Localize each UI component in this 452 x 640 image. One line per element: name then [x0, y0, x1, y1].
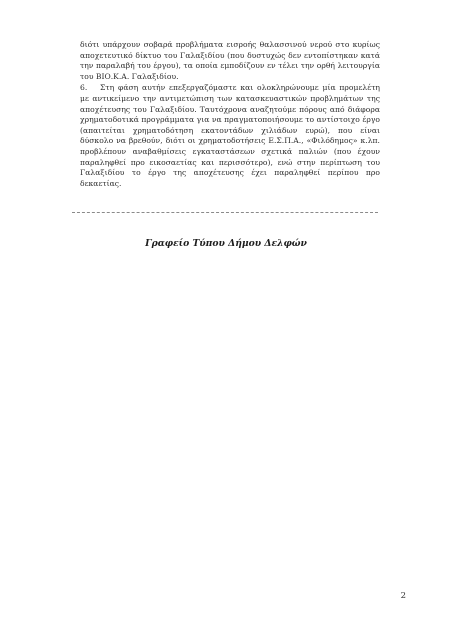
item-text: Στη φάση αυτήν επεξεργαζόμαστε και ολοκληρώνουμε μία προμελέτη με αντικείμενο την αντιμετώπιση των κατασκευαστικών προβλημάτων της αποχέτευσης του Γαλαξιδίου. Ταυτόχρονα αναζητούμε πόρους από διάφορα χρηματοδοτικά προγράμματα για να πραγματοποιήσουμε το αντίστοιχο έργο (απαιτείται χρηματοδότηση εκατοντάδων χιλιάδων ευρώ), που είναι δύσκολο να βρεθούν, διότι οι χρηματοδοτήσεις Ε.Σ.Π.Α., «Φιλόδημος» κ.λπ. προβλέπουν αναβαθμίσεις εγκαταστάσεων σχετικά παλιών (που έχουν παραληφθεί προ εικοσαετίας και περισσότερο), ενώ στην περίπτωση του Γαλαξιδίου το έργο της αποχέτευσης έχει παραληφθεί περίπου προ δεκαετίας. [80, 83, 380, 188]
page-number: 2 [400, 591, 406, 601]
press-office-signature: Γραφείο Τύπου Δήμου Δελφών [145, 238, 307, 249]
section-divider [72, 212, 378, 213]
body-text [80, 40, 380, 189]
continued-paragraph: διότι υπάρχουν σοβαρά προβλήματα εισροής θαλασσινού νερού στο κυρίως αποχετευτικό δίκτυο του Γαλαξιδίου (που δυστυχώς δεν εντοπίστηκαν κατά την παραλαβή του έργου), τα οποία εμποδίζουν εν τέλει την ορθή λειτουργία του ΒΙΟ.Κ.Α. Γαλαξιδίου. [80, 40, 380, 81]
numbered-item-6 [80, 83, 380, 189]
item-number: 6. [80, 83, 88, 93]
